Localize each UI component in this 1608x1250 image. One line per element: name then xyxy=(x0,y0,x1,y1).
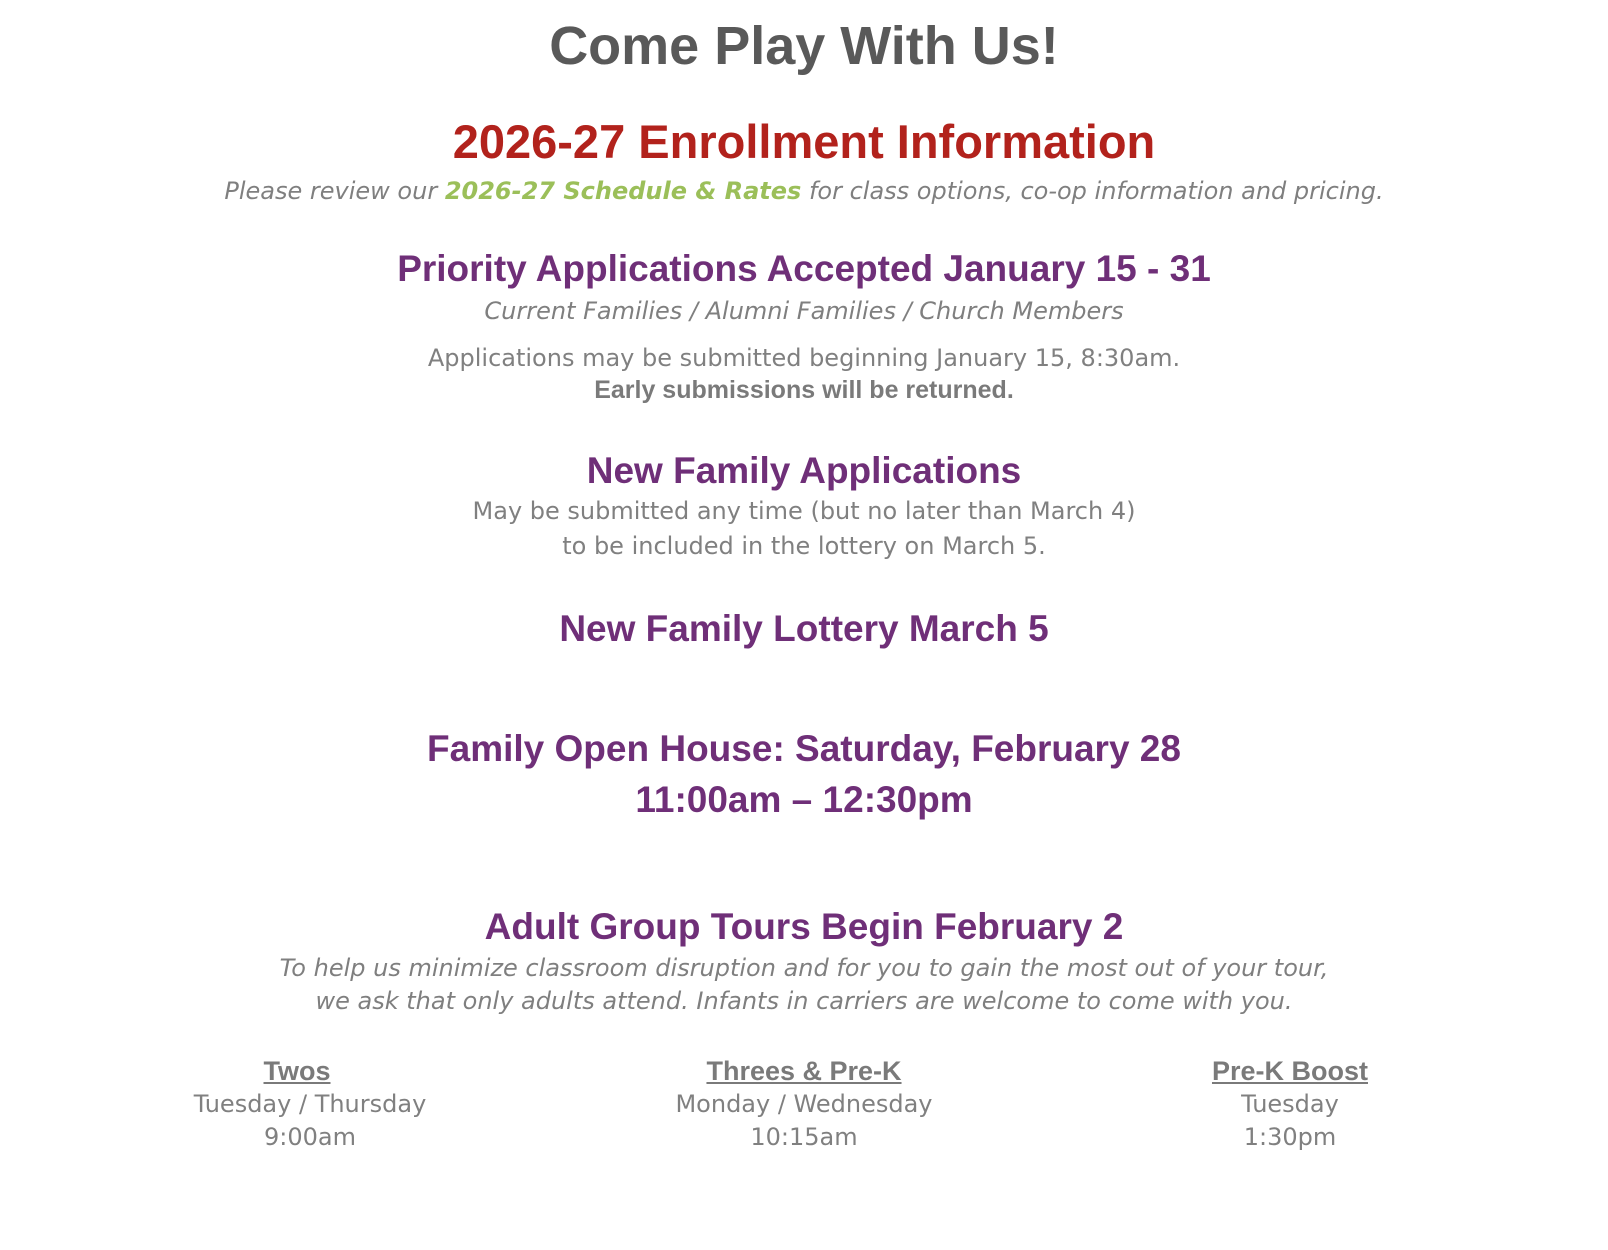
page-title: Come Play With Us! xyxy=(549,16,1059,76)
intro-text xyxy=(0,174,1608,208)
early-submission-note: Early submissions will be returned. xyxy=(594,376,1014,404)
lottery-heading: New Family Lottery March 5 xyxy=(559,608,1049,649)
tour-column-twos xyxy=(160,1054,460,1154)
new-family-line-1: May be submitted any time (but no later than March 4) xyxy=(472,497,1136,525)
priority-applications-heading: Priority Applications Accepted January 15 - 31 xyxy=(397,248,1211,289)
tour-column-days: Tuesday xyxy=(1241,1090,1339,1118)
tour-column-heading: Pre-K Boost xyxy=(1211,1056,1368,1086)
tour-column-heading: Twos xyxy=(263,1056,331,1086)
new-family-line-2: to be included in the lottery on March 5. xyxy=(562,532,1046,560)
adult-tours-heading: Adult Group Tours Begin February 2 xyxy=(484,906,1124,947)
schedule-rates-link[interactable]: 2026-27 Schedule & Rates xyxy=(444,177,802,205)
tours-note-line-1: To help us minimize classroom disruption and for you to gain the most out of your tour, xyxy=(279,954,1329,982)
tours-note-line-2: we ask that only adults attend. Infants in carriers are welcome to come with you. xyxy=(315,987,1293,1015)
new-family-applications-heading: New Family Applications xyxy=(586,450,1022,491)
tour-column-days: Monday / Wednesday xyxy=(675,1090,933,1118)
intro-text-before: Please review our xyxy=(224,177,445,205)
open-house-time: 11:00am – 12:30pm xyxy=(635,779,973,820)
tour-column-time: 9:00am xyxy=(264,1123,356,1151)
priority-eligibility: Current Families / Alumni Families / Church Members xyxy=(484,297,1124,325)
intro-text-after: for class options, co-op information and pricing. xyxy=(801,177,1384,205)
tour-column-days: Tuesday / Thursday xyxy=(193,1090,427,1118)
tour-column-time: 10:15am xyxy=(750,1123,858,1151)
tour-column-heading: Threes & Pre-K xyxy=(706,1056,902,1086)
priority-submit-line: Applications may be submitted beginning January 15, 8:30am. xyxy=(427,344,1181,372)
enrollment-title: 2026-27 Enrollment Information xyxy=(452,115,1156,168)
tour-column-time: 1:30pm xyxy=(1243,1123,1337,1151)
open-house-heading: Family Open House: Saturday, February 28 xyxy=(427,728,1181,769)
tour-column-prek-boost xyxy=(1140,1054,1440,1154)
tour-column-threes-prek xyxy=(624,1054,984,1154)
